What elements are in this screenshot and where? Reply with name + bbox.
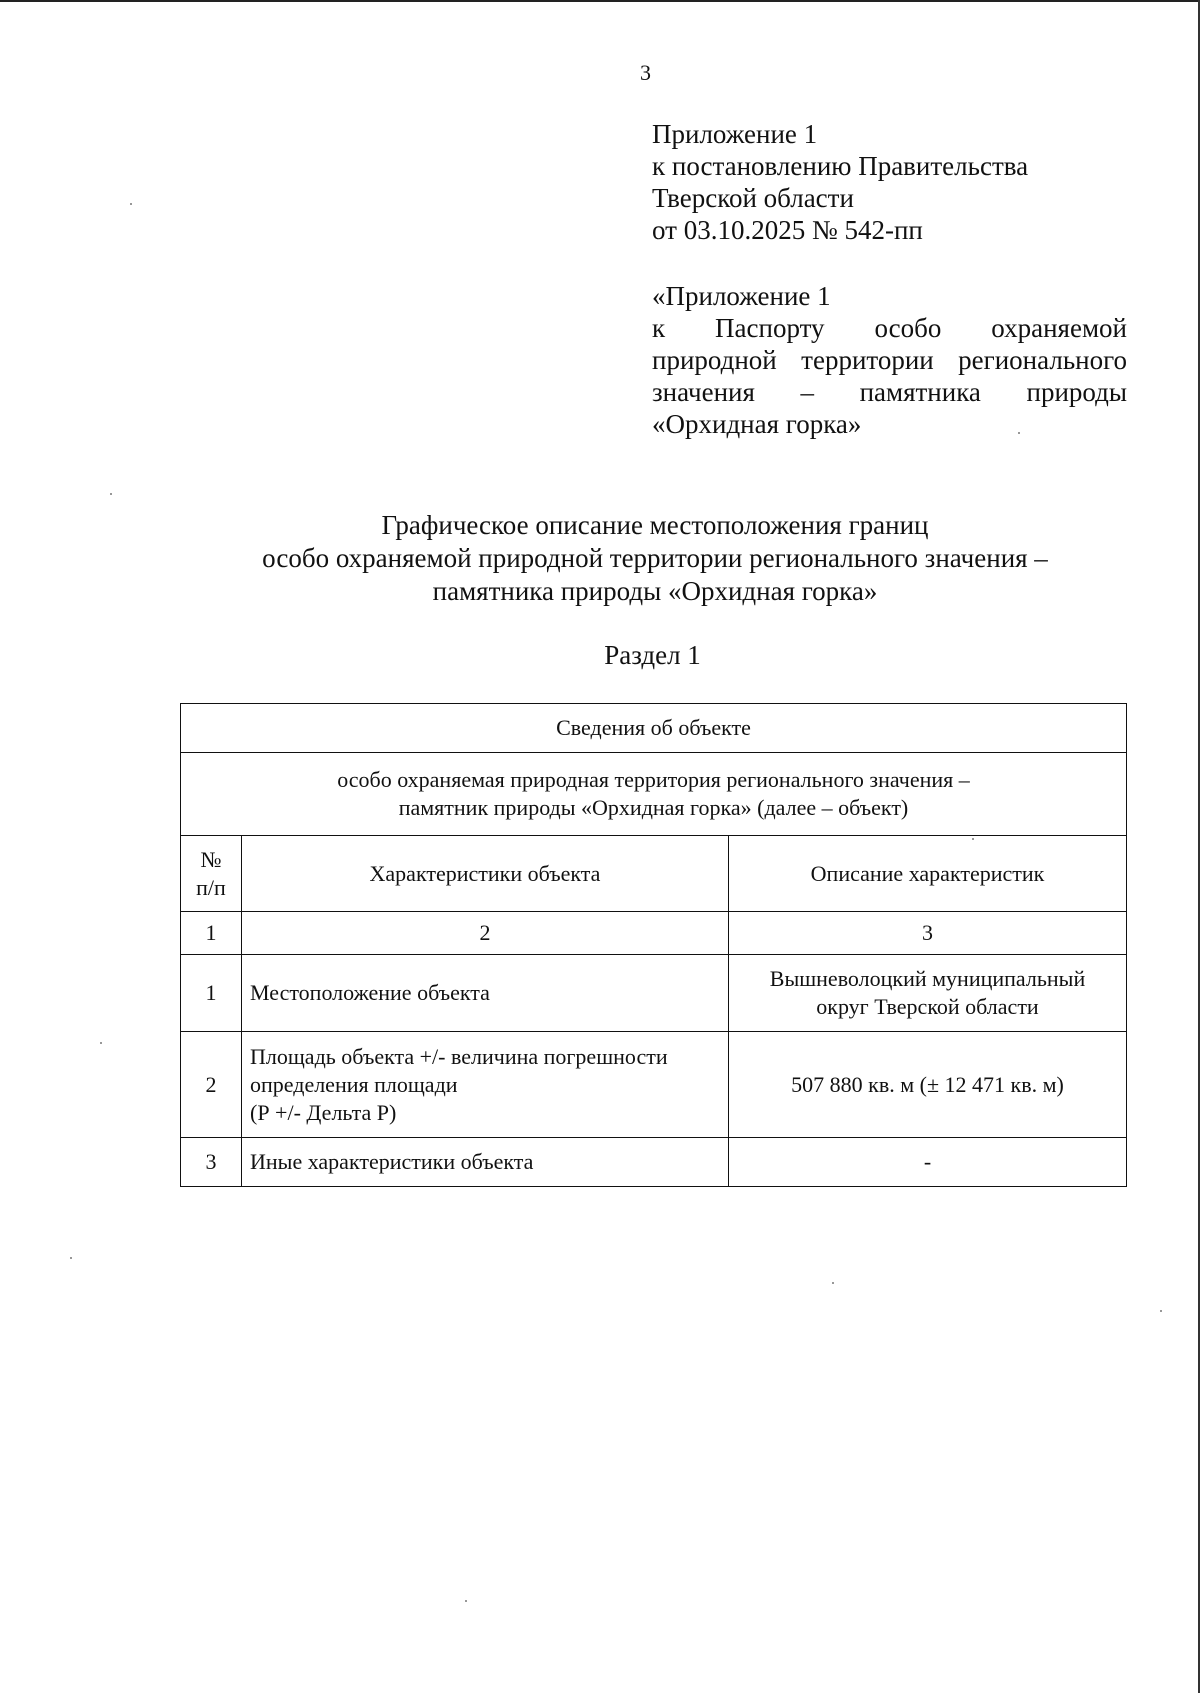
column-index-cell: 2 <box>242 912 729 955</box>
column-header-num: № п/п <box>181 836 242 912</box>
scan-speck <box>465 1600 467 1602</box>
object-info-table <box>180 703 1127 1187</box>
page-top-edge <box>0 0 1200 2</box>
scan-speck <box>832 1282 834 1284</box>
passport-annex-line: значения – памятника природы <box>652 377 1127 407</box>
annex-reference <box>652 118 1127 246</box>
row-number-cell: 3 <box>181 1138 242 1187</box>
scan-speck <box>972 838 974 840</box>
table-row <box>181 1138 1127 1187</box>
title-line: особо охраняемой природной территории регионального значения – <box>262 543 1048 573</box>
description-line: округ Тверской области <box>816 994 1039 1019</box>
annex-line: от 03.10.2025 № 542-пп <box>652 215 923 245</box>
page-number: 3 <box>640 60 651 85</box>
row-number-cell: 2 <box>181 1032 242 1138</box>
subheader-line: особо охраняемая природная территория регионального значения – <box>337 767 970 792</box>
scan-speck <box>1018 432 1020 434</box>
passport-annex-line: «Орхидная горка» <box>652 409 862 439</box>
characteristic-line: Площадь объекта +/- величина погрешности <box>250 1043 668 1069</box>
characteristic-cell <box>242 1032 729 1138</box>
scan-speck <box>70 1257 72 1259</box>
title-line: памятника природы «Орхидная горка» <box>432 576 878 606</box>
annex-line: к постановлению Правительства <box>652 151 1029 181</box>
subheader-line: памятник природы «Орхидная горка» (далее – объект) <box>398 795 909 820</box>
passport-annex-line: природной территории регионального <box>652 345 1127 375</box>
section-heading: Раздел 1 <box>604 640 701 670</box>
table-row <box>181 955 1127 1032</box>
scan-speck <box>1160 1310 1162 1312</box>
document-title <box>0 509 1200 608</box>
annex-line: Тверской области <box>652 183 854 213</box>
description-cell <box>729 1138 1127 1187</box>
description-line: - <box>923 1149 932 1174</box>
column-index-cell: 1 <box>181 912 242 955</box>
annex-line: Приложение 1 <box>652 119 818 149</box>
column-index-row <box>181 912 1127 955</box>
characteristic-cell <box>242 1138 729 1187</box>
characteristic-line: (Р +/- Дельта Р) <box>250 1099 397 1125</box>
characteristic-cell <box>242 955 729 1032</box>
table-subheader-row <box>181 753 1127 836</box>
passport-annex-line: «Приложение 1 <box>652 281 831 311</box>
column-header-characteristics: Характеристики объекта <box>242 836 729 912</box>
column-index-cell: 3 <box>729 912 1127 955</box>
passport-annex-reference <box>652 280 1127 440</box>
table-subheader-cell <box>181 753 1127 836</box>
table-row <box>181 1032 1127 1138</box>
scan-speck <box>130 203 132 205</box>
row-number-cell: 1 <box>181 955 242 1032</box>
column-header-description: Описание характеристик <box>729 836 1127 912</box>
scan-speck <box>100 1042 102 1044</box>
characteristic-line: Иные характеристики объекта <box>250 1149 534 1174</box>
column-names-row <box>181 836 1127 912</box>
characteristic-line: определения площади <box>250 1071 458 1097</box>
table-header-row <box>181 704 1127 753</box>
description-line: 507 880 кв. м (± 12 471 кв. м) <box>791 1071 1064 1097</box>
scan-speck <box>110 493 112 495</box>
table-header-cell: Сведения об объекте <box>181 704 1127 753</box>
description-cell <box>729 955 1127 1032</box>
title-line: Графическое описание местоположения границ <box>381 510 929 540</box>
passport-annex-line: к Паспорту особо охраняемой <box>652 313 1127 343</box>
characteristic-line: Местоположение объекта <box>250 980 490 1005</box>
description-cell <box>729 1032 1127 1138</box>
description-line: Вышневолоцкий муниципальный <box>769 966 1086 991</box>
